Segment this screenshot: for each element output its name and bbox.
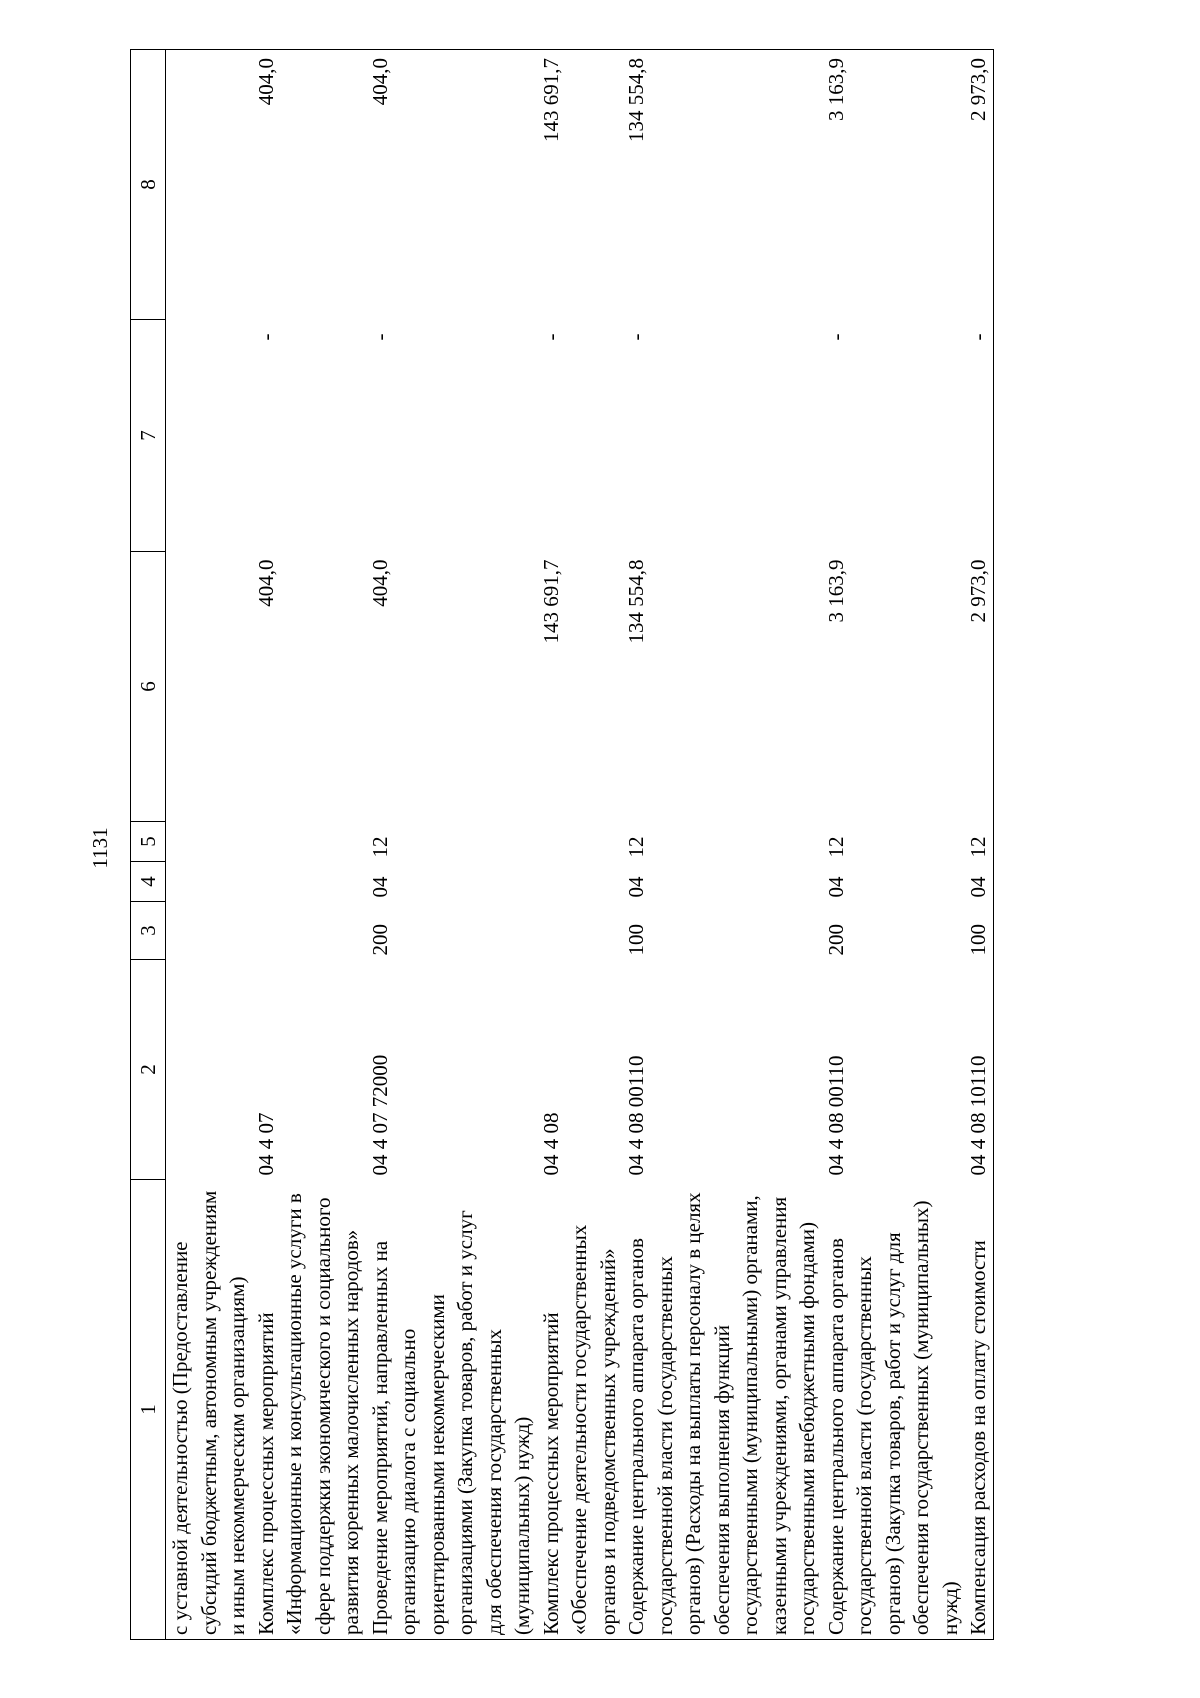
page-number: 1131 xyxy=(88,827,112,869)
row-col-7: - xyxy=(253,333,278,341)
row-name: с уставной деятельностью (Предоставление субсидий бюджетным, автономным учреждениям и иным некоммерческим организациям) xyxy=(166,1180,252,1640)
row-col-5 xyxy=(166,822,252,862)
row-col-6: 134 554,8 xyxy=(624,559,648,644)
row-col-4: 04 xyxy=(823,876,848,898)
row-code: 04 4 07 72000 xyxy=(367,1054,392,1176)
row-col-5: 12 xyxy=(624,836,648,858)
row-col-3: 200 xyxy=(367,924,392,956)
header-col-7: 7 xyxy=(131,320,166,552)
row-col-4 xyxy=(166,862,252,902)
row-col-3: 100 xyxy=(624,924,648,956)
row-col-3 xyxy=(166,902,252,960)
header-col-1: 1 xyxy=(131,1180,166,1640)
table-row xyxy=(366,50,537,1640)
row-col-5: 12 xyxy=(823,836,848,858)
row-code xyxy=(166,960,252,1180)
table-row xyxy=(822,50,965,1640)
row-col-4 xyxy=(537,862,623,902)
row-col-3 xyxy=(537,902,623,960)
row-col-8 xyxy=(166,50,252,320)
table-row xyxy=(622,50,822,1640)
row-col-5 xyxy=(537,822,623,862)
table-row xyxy=(537,50,623,1640)
row-col-7: - xyxy=(538,333,563,341)
row-code: 04 4 07 xyxy=(253,1112,278,1176)
budget-table xyxy=(130,49,994,1640)
row-name: Проведение мероприятий, направленных на организацию диалога с социально ориентированными некоммерческими организациями (Закупка товаров, работ и услуг для обеспечения государственных (муниципальных) нужд) xyxy=(366,1180,537,1640)
row-col-7: - xyxy=(964,320,993,552)
row-col-8: 134 554,8 xyxy=(622,50,822,320)
row-col-4: 04 xyxy=(964,862,993,902)
row-col-5: 12 xyxy=(367,836,392,858)
row-name: Комплекс процессных мероприятий «Информационные и консультационные услуги в сфере поддержки экономического и социального развития коренных малочисленных народов» xyxy=(252,1180,366,1640)
row-col-6: 2 973,0 xyxy=(964,552,993,822)
row-col-8: 404,0 xyxy=(252,50,366,320)
header-col-2: 2 xyxy=(131,960,166,1180)
row-col-7 xyxy=(166,320,252,552)
table-row xyxy=(252,50,366,1640)
header-col-8: 8 xyxy=(131,50,166,320)
row-col-7: - xyxy=(823,333,848,341)
table-row xyxy=(166,50,252,1640)
row-name: Комплекс процессных мероприятий «Обеспечение деятельности государственных органов и подведомственных учреждений» xyxy=(537,1180,623,1640)
row-col-6: 3 163,9 xyxy=(823,559,848,623)
row-code: 04 4 08 00110 xyxy=(823,1055,848,1176)
row-col-8: 404,0 xyxy=(366,50,537,320)
row-col-8: 3 163,9 xyxy=(822,50,965,320)
row-col-4: 04 xyxy=(624,876,648,898)
row-col-5 xyxy=(252,822,366,862)
row-col-3 xyxy=(252,902,366,960)
table-row xyxy=(964,50,993,1640)
row-name: Содержание центрального аппарата органов государственной власти (государственных органов) (Расходы на выплаты персоналу в целях обеспечения выполнения функций государственными (муниципальными) органами, казенными учреждениями, органами управления государственными внебюджетными фондами) xyxy=(622,1180,822,1640)
header-row xyxy=(131,50,166,1640)
row-col-3: 100 xyxy=(964,902,993,960)
row-col-7: - xyxy=(624,333,648,341)
row-col-4 xyxy=(252,862,366,902)
header-col-6: 6 xyxy=(131,552,166,822)
row-name: Содержание центрального аппарата органов государственной власти (государственных органов) (Закупка товаров, работ и услуг для обеспечения государственных (муниципальных) нужд) xyxy=(822,1180,965,1640)
row-col-8: 143 691,7 xyxy=(537,50,623,320)
row-col-7: - xyxy=(367,333,392,341)
row-col-6: 143 691,7 xyxy=(538,559,563,644)
row-code: 04 4 08 10110 xyxy=(964,960,993,1180)
row-col-5: 12 xyxy=(964,822,993,862)
row-name: Компенсация расходов на оплату стоимости xyxy=(964,1180,993,1640)
row-col-3: 200 xyxy=(823,924,848,956)
row-code: 04 4 08 00110 xyxy=(624,1055,648,1176)
row-col-8: 2 973,0 xyxy=(964,50,993,320)
row-col-4: 04 xyxy=(367,876,392,898)
row-col-6: 404,0 xyxy=(367,559,392,607)
row-col-6 xyxy=(166,552,252,822)
header-col-4: 4 xyxy=(131,862,166,902)
header-col-5: 5 xyxy=(131,822,166,862)
row-code: 04 4 08 xyxy=(538,1112,563,1176)
header-col-3: 3 xyxy=(131,902,166,960)
row-col-6: 404,0 xyxy=(253,559,278,607)
